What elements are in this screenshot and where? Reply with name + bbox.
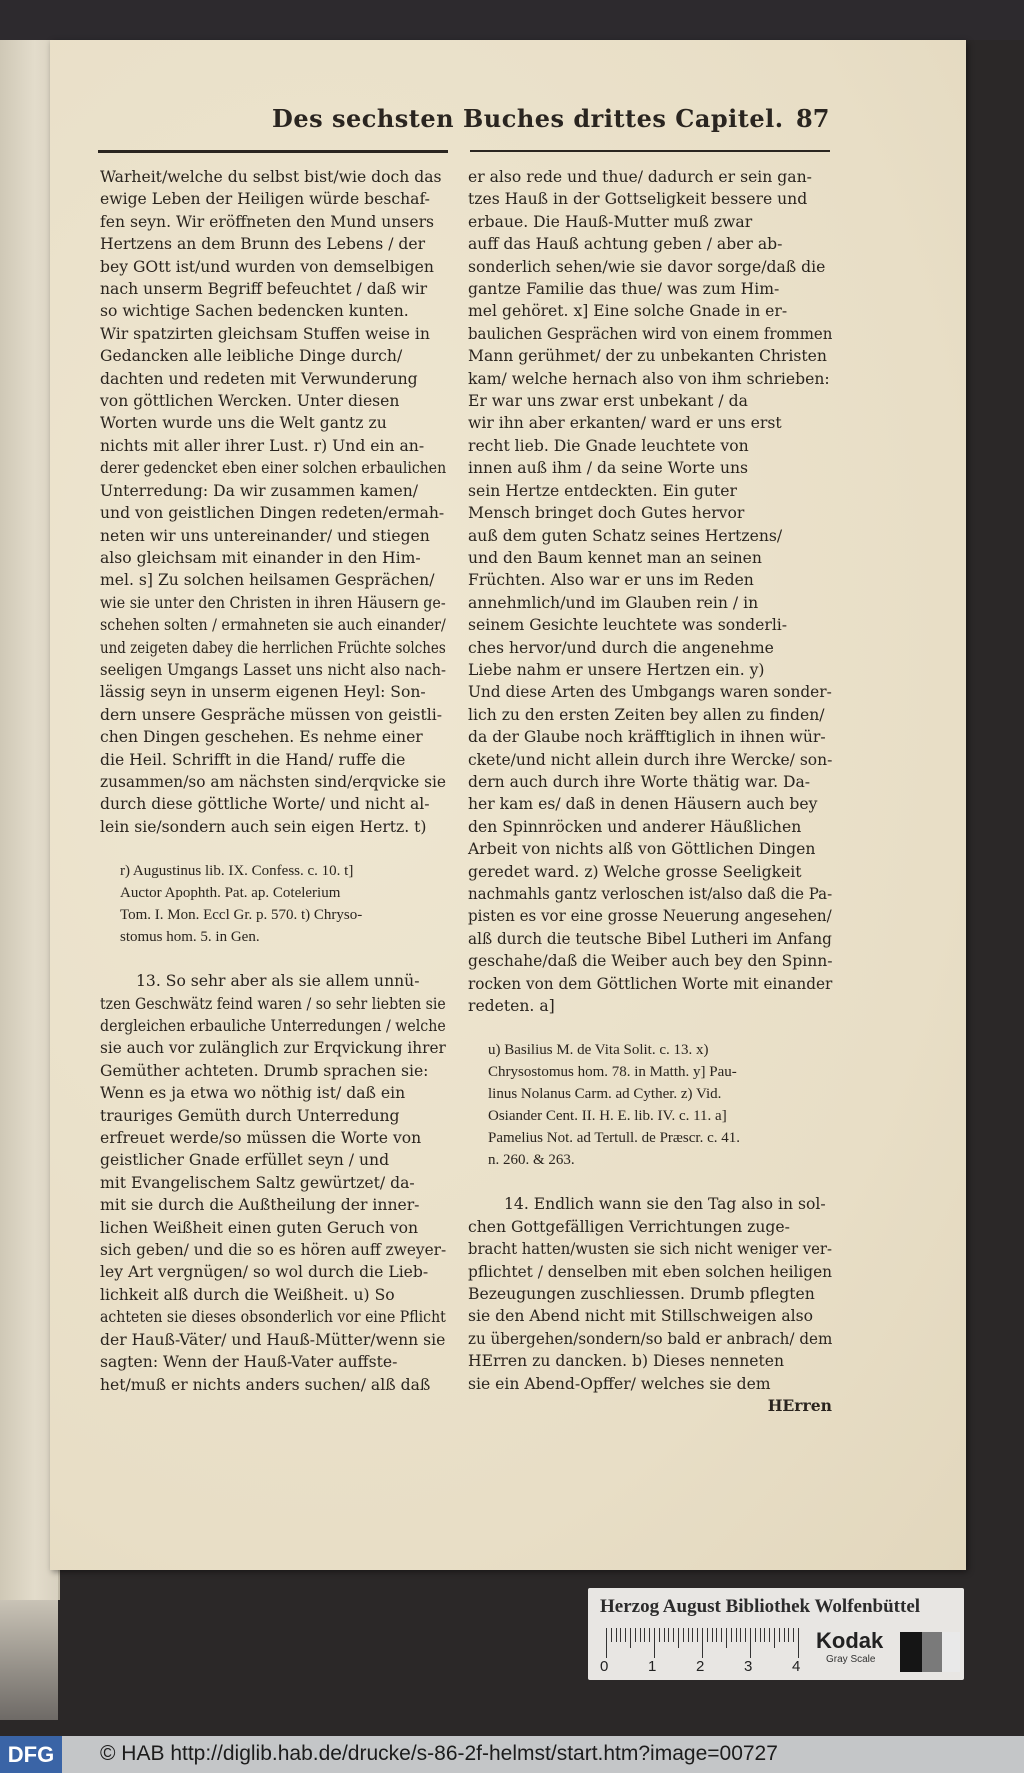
text-line: lichen Weißheit einen guten Geruch von — [100, 1218, 419, 1237]
ruler-tick — [620, 1628, 621, 1642]
text-line: Chrysostomus hom. 78. in Matth. y] Pau- — [488, 1064, 737, 1081]
text-line: Gedancken alle leibliche Dinge durch/ — [100, 347, 403, 366]
text-line: derer gedencket eben einer solchen erbaulichen — [100, 459, 447, 478]
text-line: Warheit/welche du selbst bist/wie doch das — [100, 168, 442, 186]
text-line: ches hervor/und durch die angenehme — [468, 638, 774, 657]
text-line: lich zu den ersten Zeiten bey allen zu finden/ — [468, 705, 825, 724]
header-rule-left — [98, 150, 448, 153]
text-line: den Spinnröcken und anderer Häußlichen — [468, 817, 802, 836]
text-line: erfreuet werde/so müssen die Worte von — [100, 1129, 422, 1148]
text-line: Unterredung: Da wir zusammen kamen/ — [100, 481, 418, 500]
text-line: Worten wurde uns die Welt gantz zu — [100, 414, 387, 433]
ruler-tick — [644, 1628, 645, 1642]
left-body-text — [100, 166, 446, 838]
scale-label: 4 — [792, 1658, 801, 1675]
text-line: er also rede und thue/ dadurch er sein gan- — [468, 168, 812, 186]
text-line: tzes Hauß in der Gottseligkeit bessere und — [468, 190, 808, 209]
left-footnotes — [100, 860, 446, 948]
text-line: redeten. a] — [468, 997, 555, 1016]
text-line: da der Glaube noch kräfftiglich in ihnen wür- — [468, 728, 826, 747]
ruler-tick — [611, 1628, 612, 1642]
ruler-tick — [692, 1628, 693, 1642]
text-line: nachmahls gantz verloschen ist/also daß die Pa- — [468, 885, 833, 903]
text-line: mel. s] Zu solchen heilsamen Gesprächen/ — [100, 571, 435, 590]
text-line: seeligen Umgangs Lasset uns nicht also nach- — [100, 660, 447, 679]
ruler-tick — [702, 1628, 703, 1658]
scale-label: 2 — [696, 1658, 705, 1675]
ruler-tick — [784, 1628, 785, 1642]
text-line: Mann gerühmet/ der zu unbekanten Christen — [468, 347, 827, 366]
kodak-logo: Kodak — [816, 1628, 884, 1653]
text-line: sie den Abend nicht mit Stillschweigen also — [468, 1307, 814, 1326]
text-line: het/muß er nichts anders suchen/ alß daß — [100, 1375, 431, 1394]
text-line: dern unsere Gespräche müssen von geistli- — [100, 705, 442, 724]
facing-page-shadow — [0, 1600, 58, 1720]
text-line: mit Evangelischem Saltz gewürtzet/ da- — [100, 1173, 415, 1192]
text-line: mel gehöret. x] Eine solche Gnade in er- — [468, 302, 788, 321]
ruler-tick — [750, 1628, 751, 1658]
ruler-tick — [716, 1628, 717, 1642]
gray-scale-label: Gray Scale — [826, 1654, 876, 1665]
ruler-tick — [779, 1628, 780, 1642]
text-line: linus Nolanus Carm. ad Cyther. z) Vid. — [488, 1086, 722, 1103]
text-line: und den Baum kennet man an seinen — [468, 548, 762, 567]
color-target-card — [588, 1588, 964, 1680]
text-line: HErren zu dancken. b) Dieses nenneten — [468, 1352, 785, 1371]
text-line: gantze Familie das thue/ was zum Him- — [468, 280, 780, 299]
text-line: kam/ welche hernach also von ihm schrieben: — [468, 369, 830, 388]
text-line: erbaue. Die Hauß-Mutter muß zwar — [468, 212, 753, 231]
text-line: wie sie unter den Christen in ihren Häusern ge- — [100, 593, 446, 612]
ruler-tick — [616, 1628, 617, 1642]
ruler-tick — [798, 1628, 799, 1658]
ruler-tick — [721, 1628, 722, 1642]
text-line: tzen Geschwätz feind waren / so sehr liebten sie — [100, 994, 446, 1013]
text-line: durch diese göttliche Worte/ und nicht al- — [100, 795, 430, 814]
text-line: sich geben/ und die so es hören auff zweyer- — [100, 1241, 447, 1260]
swatch-white — [942, 1632, 960, 1672]
ruler-tick — [640, 1628, 641, 1642]
book-top-edge — [0, 0, 1024, 40]
text-line: zusammen/so am nächsten sind/erqvicke sie — [100, 772, 446, 791]
text-line: Liebe nahm er unsere Hertzen ein. y) — [468, 660, 765, 679]
text-line: u) Basilius M. de Vita Solit. c. 13. x) — [488, 1042, 709, 1059]
text-line: Wir spatzirten gleichsam Stuffen weise in — [100, 324, 430, 343]
text-line: auß dem guten Schatz seines Hertzens/ — [468, 526, 783, 545]
text-line: Gemüther achteten. Drumb sprachen sie: — [100, 1061, 429, 1080]
text-line: zu übergehen/sondern/so bald er anbrach/ dem — [468, 1329, 833, 1348]
text-line: pflichtet / denselben mit eben solchen heiligen — [468, 1262, 833, 1281]
ruler-tick — [664, 1628, 665, 1642]
ruler-tick — [731, 1628, 732, 1642]
swatch-black — [900, 1632, 922, 1672]
text-line: bracht hatten/wusten sie sich nicht weniger ver- — [468, 1240, 832, 1259]
text-line: annehmlich/und im Glauben rein / in — [468, 593, 759, 612]
text-line: chen Dingen geschehen. Es nehme einer — [100, 728, 423, 747]
text-line: und von geistlichen Dingen redeten/ermah- — [100, 504, 445, 523]
text-line: bey GOtt ist/und wurden von demselbigen — [100, 257, 434, 276]
ruler-tick — [760, 1628, 761, 1642]
ruler-tick — [736, 1628, 737, 1642]
text-line: ewige Leben der Heiligen würde beschaf- — [100, 190, 430, 209]
ruler-tick — [740, 1628, 741, 1642]
paragraph-13 — [100, 970, 446, 1396]
text-line: seinem Gesichte leuchtete was sonderli- — [468, 616, 788, 635]
ruler-tick — [659, 1628, 660, 1642]
text-line: sonderlich sehen/wie sie davor sorge/daß die — [468, 257, 826, 276]
library-name: Herzog August Bibliothek Wolfenbüttel — [600, 1596, 921, 1617]
text-line: geistlicher Gnade erfüllet seyn / und — [100, 1151, 390, 1170]
ruler-tick — [712, 1628, 713, 1642]
dfg-logo[interactable]: DFG — [0, 1736, 62, 1773]
text-line: lein sie/sondern auch sein eigen Hertz. t) — [100, 817, 427, 836]
ruler-tick — [673, 1628, 674, 1642]
text-line: pisten es vor eine grosse Neuerung angesehen/ — [468, 907, 832, 926]
text-line: r) Augustinus lib. IX. Confess. c. 10. t] — [120, 863, 354, 880]
text-line: Tom. I. Mon. Eccl Gr. p. 570. t) Chryso- — [120, 907, 363, 924]
ruler-tick — [654, 1628, 655, 1658]
ruler-tick — [769, 1628, 770, 1642]
text-line: Wenn es ja etwa wo nöthig ist/ daß ein — [100, 1084, 406, 1103]
text-line: die Heil. Schrifft in die Hand/ ruffe die — [100, 750, 406, 769]
ruler-tick — [707, 1628, 708, 1642]
ruler-tick — [630, 1628, 631, 1648]
text-line: dern auch durch ihre Worte thätig war. Da- — [468, 772, 811, 791]
scale-labels — [600, 1658, 810, 1676]
text-line: lässig seyn in unserm eigenen Heyl: Son- — [100, 683, 426, 702]
header-rule-right — [470, 150, 830, 152]
text-line: von göttlichen Wercken. Unter diesen — [100, 392, 400, 411]
text-line: alß durch die teutsche Bibel Lutheri im Anfang — [468, 929, 832, 948]
ruler-tick — [745, 1628, 746, 1642]
text-line: Er war uns zwar erst unbekant / da — [468, 392, 748, 411]
scale-label: 0 — [600, 1658, 609, 1675]
text-line: trauriges Gemüth durch Unterredung — [100, 1106, 400, 1125]
ruler-tick — [764, 1628, 765, 1642]
text-line: Auctor Apophth. Pat. ap. Cotelerium — [120, 885, 341, 902]
text-line: ley Art vergnügen/ so wol durch die Lieb- — [100, 1263, 429, 1282]
text-line: schehen solten / ermahneten sie auch einander/ — [100, 616, 446, 635]
ruler-tick — [649, 1628, 650, 1642]
text-line: auff das Hauß achtung geben / aber ab- — [468, 235, 783, 254]
scale-label: 3 — [744, 1658, 753, 1675]
text-line: ckete/und nicht allein durch ihre Wercke/ son- — [468, 750, 833, 769]
text-line: und zeigeten dabey die herrlichen Früchte solches — [100, 638, 446, 657]
text-line: sein Hertze entdeckten. Ein guter — [468, 481, 737, 500]
text-line: neten wir uns untereinander/ und stiegen — [100, 526, 430, 545]
scale-label: 1 — [648, 1658, 657, 1675]
text-line: so wichtige Sachen bedencken kunten. — [100, 302, 409, 321]
text-line: stomus hom. 5. in Gen. — [120, 929, 260, 946]
text-line: nichts mit aller ihrer Lust. r) Und ein an- — [100, 436, 425, 455]
text-line: n. 260. & 263. — [488, 1152, 575, 1169]
text-line: sagten: Wenn der Hauß-Vater auffste- — [100, 1353, 398, 1372]
page-number: 87 — [796, 104, 830, 133]
ruler-tick — [606, 1628, 607, 1658]
left-column — [100, 166, 446, 1396]
text-line: Mensch bringet doch Gutes hervor — [468, 504, 745, 523]
ruler-tick — [697, 1628, 698, 1642]
right-footnotes — [468, 1039, 832, 1171]
text-line: dergleichen erbauliche Unterredungen / welche — [100, 1017, 446, 1035]
ruler-tick — [625, 1628, 626, 1642]
ruler-tick — [793, 1628, 794, 1642]
right-column — [468, 166, 832, 1418]
text-line: nach unserm Begriff befeuchtet / daß wir — [100, 280, 428, 299]
text-line: recht lieb. Die Gnade leuchtete von — [468, 436, 749, 455]
copyright-link[interactable]: © HAB http://diglib.hab.de/drucke/s-86-2f-helmst/start.htm?image=00727 — [100, 1742, 778, 1765]
ruler-tick — [788, 1628, 789, 1642]
text-line: geredet ward. z) Welche grosse Seeligkeit — [468, 862, 802, 881]
text-line: fen seyn. Wir eröffneten den Mund unsers — [100, 212, 435, 231]
ruler-tick — [774, 1628, 775, 1648]
text-line: achteten sie dieses obsonderlich vor eine Pflicht — [100, 1308, 446, 1327]
ruler-tick — [678, 1628, 679, 1648]
text-line: mit sie durch die Außtheilung der inner- — [100, 1196, 420, 1215]
text-line: lichkeit alß durch die Weißheit. u) So — [100, 1285, 395, 1304]
text-line: Osiander Cent. II. H. E. lib. IV. c. 11. a] — [488, 1108, 727, 1125]
text-line: geschahe/daß die Weiber auch bey den Spinn- — [468, 952, 833, 971]
scale-ruler — [606, 1628, 802, 1658]
ruler-tick — [635, 1628, 636, 1642]
ruler-tick — [668, 1628, 669, 1642]
text-line: der Hauß-Väter/ und Hauß-Mütter/wenn sie — [100, 1330, 446, 1349]
text-line: Hertzens an dem Brunn des Lebens / der — [100, 235, 426, 254]
right-body-text — [468, 166, 832, 1017]
ruler-tick — [683, 1628, 684, 1642]
running-head: Des sechsten Buches drittes Capitel. — [272, 104, 784, 133]
text-line: rocken von dem Göttlichen Worte mit einander — [468, 974, 833, 993]
text-line: Früchten. Also war er uns im Reden — [468, 571, 754, 590]
text-line: Arbeit von nichts alß von Göttlichen Dingen — [468, 840, 816, 859]
footer-bar — [0, 1736, 1024, 1773]
ruler-tick — [755, 1628, 756, 1642]
text-line: 14. Endlich wann sie den Tag also in sol- — [504, 1195, 826, 1214]
text-line: baulichen Gesprächen wird von einem frommen — [468, 324, 833, 343]
ruler-tick — [688, 1628, 689, 1642]
paragraph-14 — [468, 1193, 832, 1395]
text-line: 13. So sehr aber als sie allem unnü- — [136, 972, 420, 991]
catchword: HErren — [767, 1396, 832, 1416]
ruler-tick — [726, 1628, 727, 1648]
text-line: chen Gottgefälligen Verrichtungen zuge- — [468, 1217, 790, 1236]
text-line: dachten und redeten mit Verwunderung — [100, 369, 418, 388]
text-line: her kam es/ daß in denen Häusern auch bey — [468, 795, 818, 814]
text-line: also gleichsam mit einander in den Him- — [100, 548, 421, 567]
text-line: innen auß ihm / da seine Worte uns — [468, 459, 749, 478]
text-line: sie ein Abend-Opffer/ welches sie dem — [468, 1374, 771, 1393]
text-line: wir ihn aber erkanten/ ward er uns erst — [468, 414, 782, 433]
swatch-gray — [922, 1632, 942, 1672]
text-line: Bezeugungen zuschliessen. Drumb pflegten — [468, 1285, 815, 1304]
text-line: sie auch vor zulänglich zur Erqvickung ihrer — [100, 1039, 446, 1058]
text-line: Und diese Arten des Umbgangs waren sonder- — [468, 683, 832, 702]
text-line: Pamelius Not. ad Tertull. de Præscr. c. 41. — [488, 1130, 740, 1147]
